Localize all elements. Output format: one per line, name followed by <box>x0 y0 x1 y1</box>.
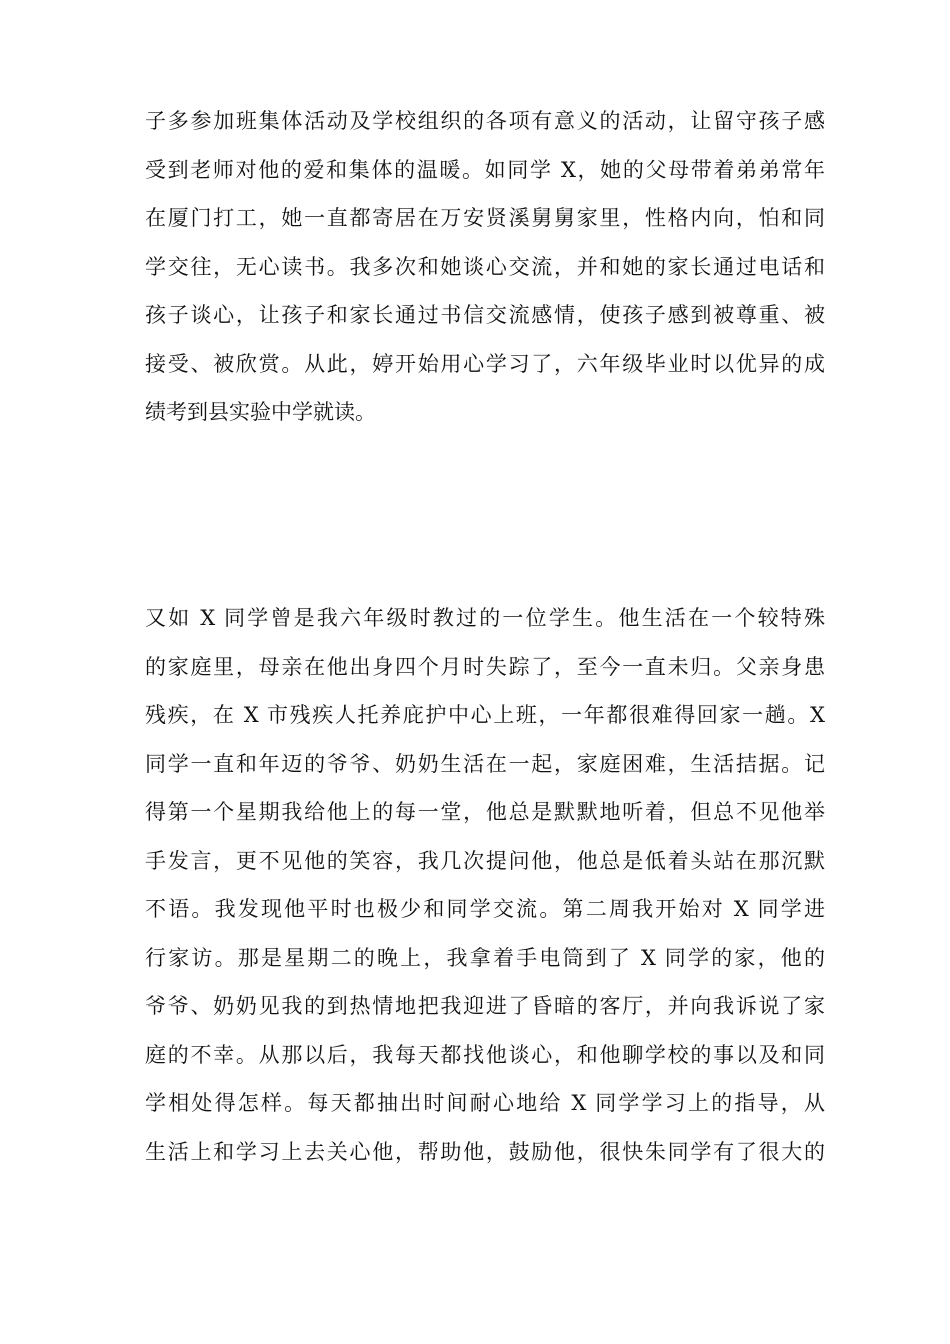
text-line: 爷爷、奶奶见我的到热情地把我迎进了昏暗的客厅，并向我诉说了家 <box>145 994 825 1018</box>
text-line: 孩子谈心，让孩子和家长通过书信交流感情，使孩子感到被尊重、被 <box>145 303 825 327</box>
text-line: 行家访。那是星期二的晚上，我拿着手电筒到了 X 同学的家，他的 <box>145 945 825 970</box>
text-line: 残疾，在 X 市残疾人托养庇护中心上班，一年都很难得回家一趟。X <box>145 703 825 727</box>
text-line: 又如 X 同学曾是我六年级时教过的一位学生。他生活在一个较特殊 <box>145 606 825 630</box>
text-line: 同学一直和年迈的爷爷、奶奶生活在一起，家庭困难，生活拮据。记 <box>145 751 825 776</box>
text-line: 手发言，更不见他的笑容，我几次提问他，他总是低着头站在那沉默 <box>145 848 825 873</box>
text-line: 接受、被欣赏。从此，婷开始用心学习了，六年级毕业时以优异的成 <box>145 351 825 376</box>
text-line: 学交往，无心读书。我多次和她谈心交流，并和她的家长通过电话和 <box>145 254 825 279</box>
paragraph-left-behind-child <box>145 97 825 437</box>
text-line: 的家庭里，母亲在他出身四个月时失踪了，至今一直未归。父亲身患 <box>145 654 825 679</box>
text-line: 不语。我发现他平时也极少和同学交流。第二周我开始对 X 同学进 <box>145 897 825 921</box>
text-line: 绩考到县实验中学就读。 <box>145 400 376 424</box>
paragraph-student-home-visit <box>145 594 825 1176</box>
text-line: 生活上和学习上去关心他，帮助他，鼓励他，很快朱同学有了很大的 <box>145 1139 825 1164</box>
text-line: 在厦门打工，她一直都寄居在万安贤溪舅舅家里，性格内向，怕和同 <box>145 206 825 230</box>
text-line: 得第一个星期我给他上的每一堂，他总是默默地听着，但总不见他举 <box>145 800 825 824</box>
text-line: 学相处得怎样。每天都抽出时间耐心地给 X 同学学习上的指导，从 <box>145 1091 825 1115</box>
text-line: 受到老师对他的爱和集体的温暖。如同学 X，她的父母带着弟弟常年 <box>145 157 825 182</box>
text-line: 子多参加班集体活动及学校组织的各项有意义的活动，让留守孩子感 <box>145 109 825 133</box>
text-line: 庭的不幸。从那以后，我每天都找他谈心，和他聊学校的事以及和同 <box>145 1042 825 1067</box>
